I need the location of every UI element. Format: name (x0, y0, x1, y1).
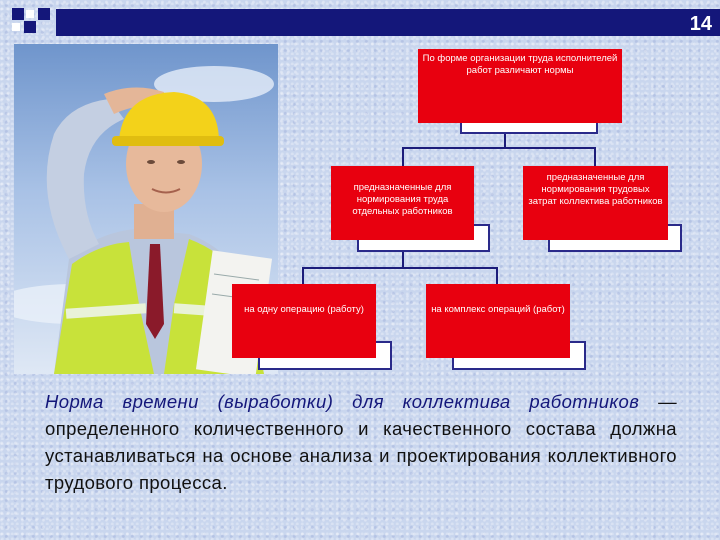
corner-square-5 (24, 21, 36, 33)
connector-root-down (504, 132, 506, 148)
corner-square-3 (38, 8, 50, 20)
connector-level1-horizontal (402, 147, 596, 149)
connector-complex-down (496, 267, 498, 285)
page-number: 14 (689, 13, 712, 35)
individual-workers-label: предназначенные для нормирования труда отдельных работников (352, 182, 453, 217)
corner-square-4 (12, 23, 20, 31)
connector-right-down (594, 147, 596, 167)
corner-square-1 (12, 8, 24, 20)
definition-text: — определенного количественного и качественного состава должна устанавливаться на основе анализа и проектирования коллективного трудового процесса. (45, 391, 677, 493)
corner-square-2 (26, 10, 34, 18)
header-bar (56, 9, 720, 36)
root-node-label: По форме организации труда исполнителей работ различают нормы (422, 53, 618, 76)
individual-workers-node (331, 166, 474, 240)
collective-workers-node (523, 166, 668, 240)
complex-operations-label: на комплекс операций (работ) (431, 304, 565, 315)
root-node (418, 49, 622, 123)
connector-level2-horizontal (302, 267, 498, 269)
definition-paragraph (45, 388, 677, 496)
collective-workers-label: предназначенные для нормирования трудовых затрат коллектива работников (528, 172, 663, 207)
complex-operations-node (426, 284, 570, 358)
definition-term: Норма времени (выработки) для коллектива работников (45, 391, 640, 412)
single-operation-label: на одну операцию (работу) (244, 304, 364, 315)
single-operation-node (232, 284, 376, 358)
connector-op-down (302, 267, 304, 285)
connector-left-down (402, 147, 404, 167)
connector-left-child-down (402, 250, 404, 268)
